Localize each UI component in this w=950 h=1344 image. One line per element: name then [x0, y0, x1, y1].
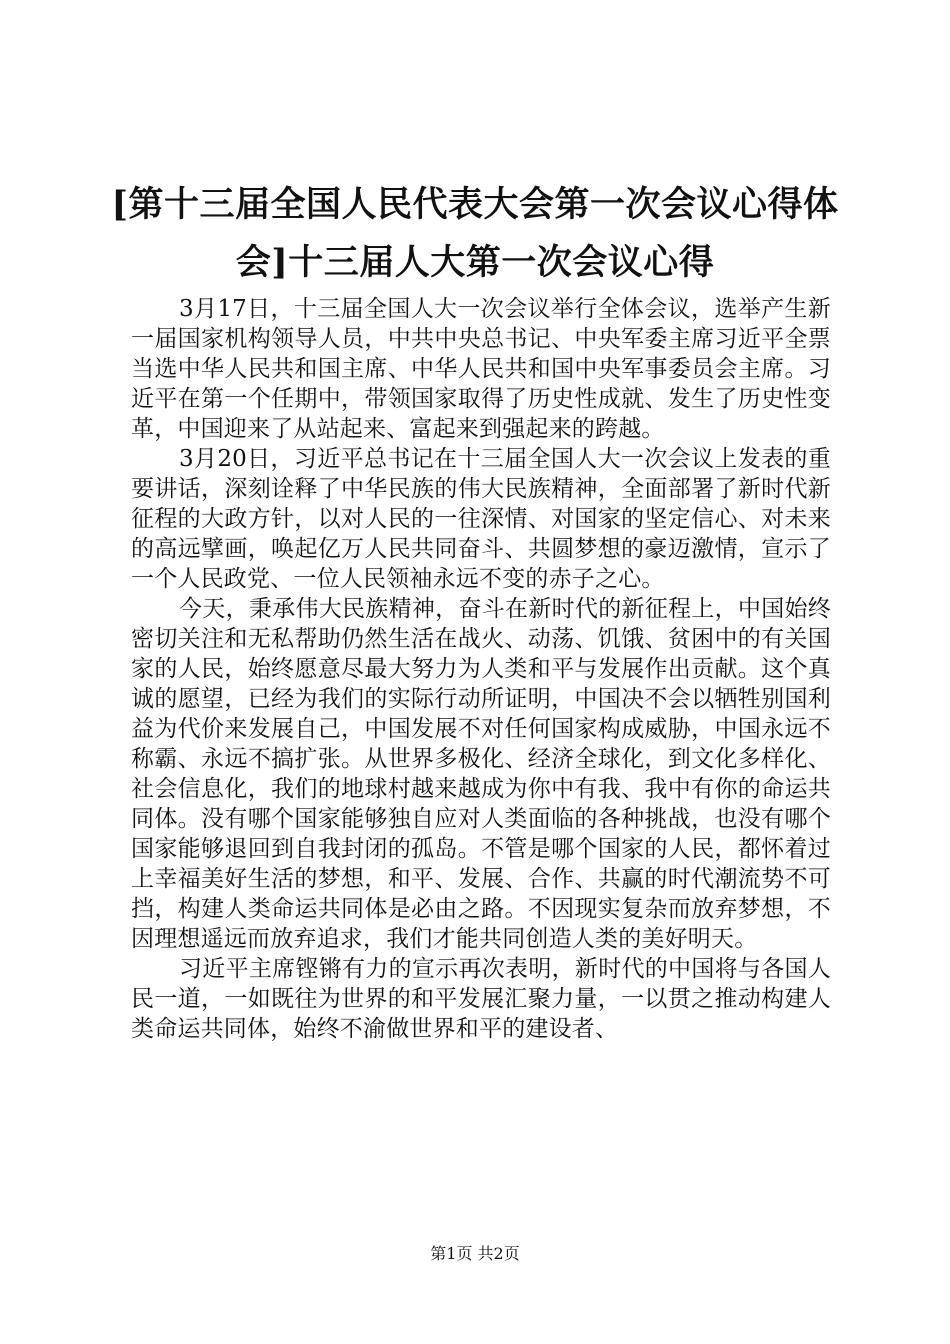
- paragraph-4: 习近平主席铿锵有力的宣示再次表明，新时代的中国将与各国人民一道，一如既往为世界的和平发展汇聚力量，一以贯之推动构建人类命运共同体，始终不渝做世界和平的建设者、: [131, 956, 831, 1042]
- document-title: [第十三届全国人民代表大会第一次会议心得体会]十三届人大第一次会议心得: [111, 184, 839, 283]
- paragraph-1: 3月17日，十三届全国人大一次会议举行全体会议，选举产生新一届国家机构领导人员，中共中央总书记、中央军委主席习近平全票当选中华人民共和国主席、中华人民共和国中央军事委员会主席。习近平在第一个任期中，带领国家取得了历史性成就、发生了历史性变革，中国迎来了从站起来、富起来到强起来的跨越。: [131, 296, 831, 442]
- document-body: [131, 294, 831, 1044]
- paragraph-2: 3月20日，习近平总书记在十三届全国人大一次会议上发表的重要讲话，深刻诠释了中华民族的伟大民族精神，全面部署了新时代新征程的大政方针，以对人民的一往深情、对国家的坚定信心、对未来的高远擘画，唤起亿万人民共同奋斗、共圆梦想的豪迈激情，宣示了一个人民政党、一位人民领袖永远不变的赤子之心。: [131, 446, 831, 592]
- page-footer: 第1页 共2页: [430, 1244, 520, 1263]
- paragraph-3: 今天，秉承伟大民族精神，奋斗在新时代的新征程上，中国始终密切关注和无私帮助仍然生活在战火、动荡、饥饿、贫困中的有关国家的人民，始终愿意尽最大努力为人类和平与发展作出贡献。这个真诚的愿望，已经为我们的实际行动所证明，中国决不会以牺牲别国利益为代价来发展自己，中国发展不对任何国家构成威胁，中国永远不称霸、永远不搞扩张。从世界多极化、经济全球化，到文化多样化、社会信息化，我们的地球村越来越成为你中有我、我中有你的命运共同体。没有哪个国家能够独自应对人类面临的各种挑战，也没有哪个国家能够退回到自我封闭的孤岛。不管是哪个国家的人民，都怀着过上幸福美好生活的梦想，和平、发展、合作、共赢的时代潮流势不可挡，构建人类命运共同体是必由之路。不因现实复杂而放弃梦想，不因理想遥远而放弃追求，我们才能共同创造人类的美好明天。: [131, 596, 831, 952]
